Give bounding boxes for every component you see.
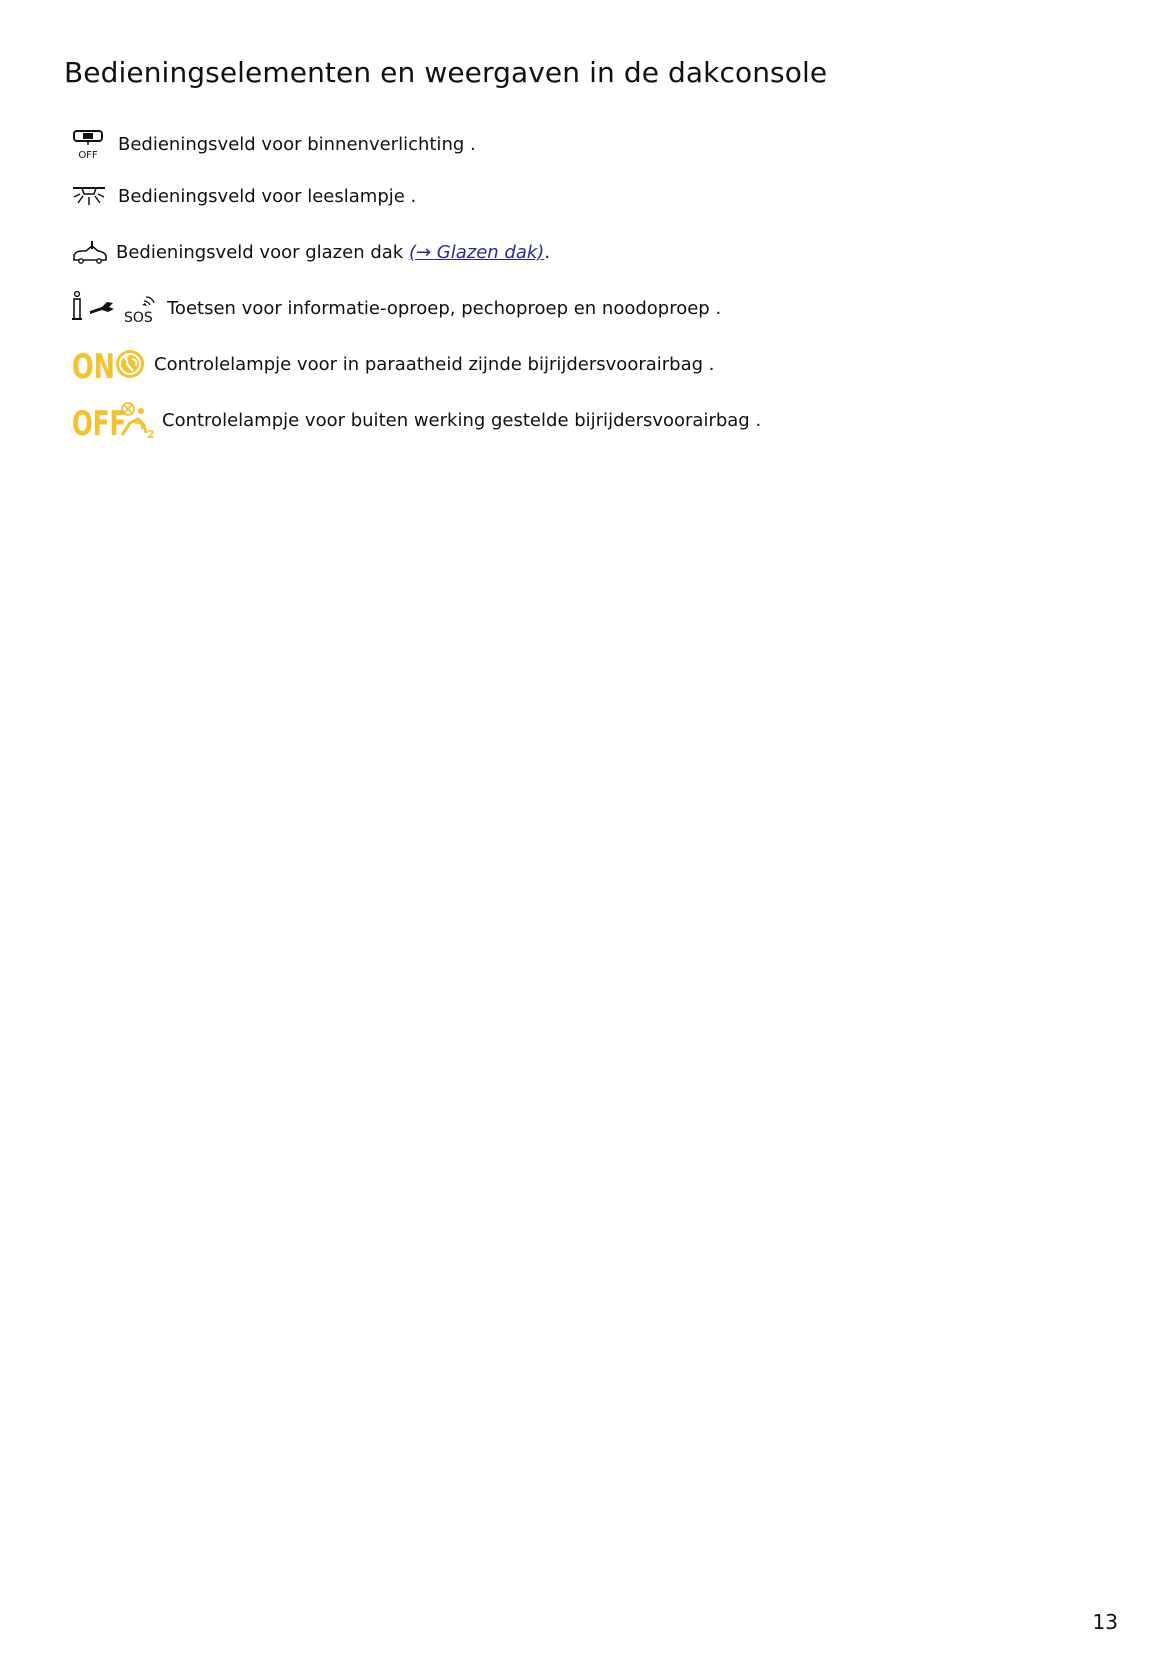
page-number: 13 [1092,1610,1118,1634]
icon-sub-2: 2 [147,428,155,441]
icon-label-on: ON [72,347,116,388]
reading-lamp-icon [72,185,108,207]
glass-roof-link[interactable]: (→ Glazen dak) [408,241,545,263]
list-item-glass-roof [72,232,550,272]
item-text-main: Bedieningsveld voor glazen dak [116,241,409,263]
item-text: Toetsen voor informatie-oproep, pechoproep en noodoproep . [167,297,722,319]
icon-label-airbag-off: OFF [72,404,127,444]
item-text: Bedieningsveld voor binnenverlichting . [118,133,476,155]
airbag-on-icon [72,346,148,388]
item-text-suffix: . [544,241,551,263]
interior-light-off-icon [72,127,108,161]
page-title: Bedieningselementen en weergaven in de dakconsole [64,56,828,89]
icon-label-off: OFF [78,150,98,161]
item-text: Bedieningsveld voor leeslampje . [118,185,417,207]
glass-roof-icon [72,240,108,264]
list-item-call-buttons [72,288,721,328]
icon-label-sos: SOS [124,310,153,326]
airbag-off-icon [72,401,156,444]
list-item-interior-light [72,124,476,164]
item-text: Controlelampje voor in paraatheid zijnde bijrijdersvoorairbag . [154,353,715,375]
list-item-reading-lamp [72,176,416,216]
list-item-airbag-off [72,400,762,444]
item-text: Controlelampje voor buiten werking gestelde bijrijdersvoorairbag . [162,409,762,431]
info-breakdown-sos-icon [72,291,158,325]
list-item-airbag-on [72,344,715,388]
item-text [116,242,550,263]
